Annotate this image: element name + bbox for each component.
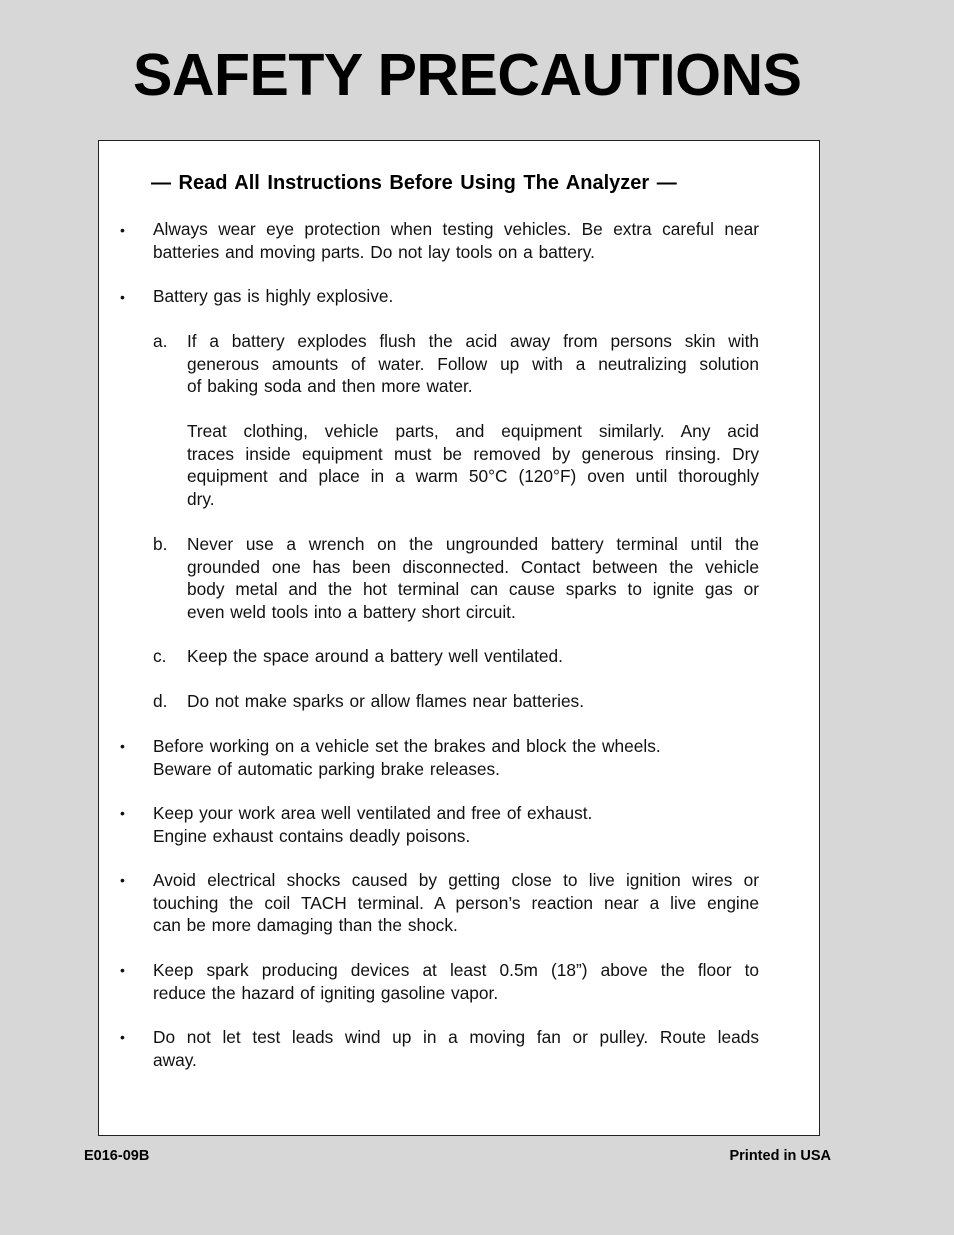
bullet-line: Always wear eye protection when testing vehicles. Be extra careful near	[153, 219, 759, 239]
sub-item-line: even weld tools into a battery short circuit.	[187, 601, 516, 622]
sub-item-line: generous amounts of water. Follow up with a neutralizing solution	[187, 353, 759, 374]
sub-item-marker: c.	[153, 646, 167, 666]
sub-item-line: grounded one has been disconnected. Contact between the vehicle	[187, 556, 759, 577]
sub-item-line: Never use a wrench on the ungrounded battery terminal until the	[187, 534, 759, 554]
sub-item-line: If a battery explodes flush the acid away from persons skin with	[187, 331, 759, 351]
sub-item-line: equipment and place in a warm 50°C (120°F) oven until thoroughly	[187, 466, 759, 486]
bullet-item-ventilation	[153, 802, 759, 847]
sub-item-line: Do not make sparks or allow flames near batteries.	[187, 691, 584, 711]
sub-item-line: Treat clothing, vehicle parts, and equipment similarly. Any acid	[187, 421, 759, 441]
bullet-line: Avoid electrical shocks caused by getting close to live ignition wires or	[153, 870, 759, 890]
sub-item-marker: a.	[153, 331, 168, 351]
printed-in-label: Printed in USA	[729, 1148, 831, 1164]
box-heading: — Read All Instructions Before Using The Analyzer —	[151, 172, 677, 194]
bullet-marker: •	[120, 1029, 125, 1045]
bullet-line: Engine exhaust contains deadly poisons.	[153, 825, 471, 846]
bullet-line: touching the coil TACH terminal. A person’s reaction near a live engine	[153, 892, 759, 913]
sub-item-a-continuation	[187, 420, 759, 510]
document-code: E016-09B	[84, 1148, 150, 1164]
sub-item-marker: d.	[153, 691, 168, 711]
bullet-item-battery-gas	[153, 285, 759, 308]
sub-item-b	[187, 533, 759, 623]
sub-item-line: Keep the space around a battery well ventilated.	[187, 646, 563, 666]
bullet-line: Keep spark producing devices at least 0.5m (18”) above the floor to	[153, 960, 759, 980]
bullet-line: Before working on a vehicle set the brakes and block the wheels.	[153, 736, 661, 756]
bullet-marker: •	[120, 738, 125, 754]
bullet-line: Beware of automatic parking brake releases.	[153, 758, 500, 779]
bullet-item-eye-protection	[153, 218, 759, 263]
sub-item-marker: b.	[153, 534, 168, 554]
bullet-item-test-leads	[153, 1026, 759, 1071]
bullet-marker: •	[120, 222, 125, 238]
bullet-marker: •	[120, 805, 125, 821]
bullet-line: reduce the hazard of igniting gasoline vapor.	[153, 982, 499, 1003]
bullet-marker: •	[120, 289, 125, 305]
bullet-line: Battery gas is highly explosive.	[153, 286, 394, 306]
bullet-item-brakes	[153, 735, 759, 780]
sub-item-line: traces inside equipment must be removed by generous rinsing. Dry	[187, 443, 759, 464]
bullet-line: Keep your work area well ventilated and free of exhaust.	[153, 803, 593, 823]
bullet-line: can be more damaging than the shock.	[153, 915, 458, 935]
bullet-marker: •	[120, 872, 125, 888]
sub-item-d	[187, 690, 759, 713]
sub-item-c	[187, 645, 759, 668]
sub-item-line: dry.	[187, 488, 215, 509]
page-title: SAFETY PRECAUTIONS	[133, 42, 802, 108]
bullet-item-spark-devices	[153, 959, 759, 1004]
safety-instructions-box	[98, 140, 820, 1136]
bullet-item-electrical-shock	[153, 869, 759, 937]
bullet-line: batteries and moving parts. Do not lay tools on a battery.	[153, 241, 595, 262]
bullet-line: Do not let test leads wind up in a moving fan or pulley. Route leads	[153, 1027, 759, 1047]
sub-item-line: of baking soda and then more water.	[187, 376, 473, 396]
bullet-line: away.	[153, 1049, 197, 1070]
bullet-marker: •	[120, 962, 125, 978]
sub-item-a	[187, 330, 759, 398]
sub-item-line: body metal and the hot terminal can cause sparks to ignite gas or	[187, 579, 759, 599]
